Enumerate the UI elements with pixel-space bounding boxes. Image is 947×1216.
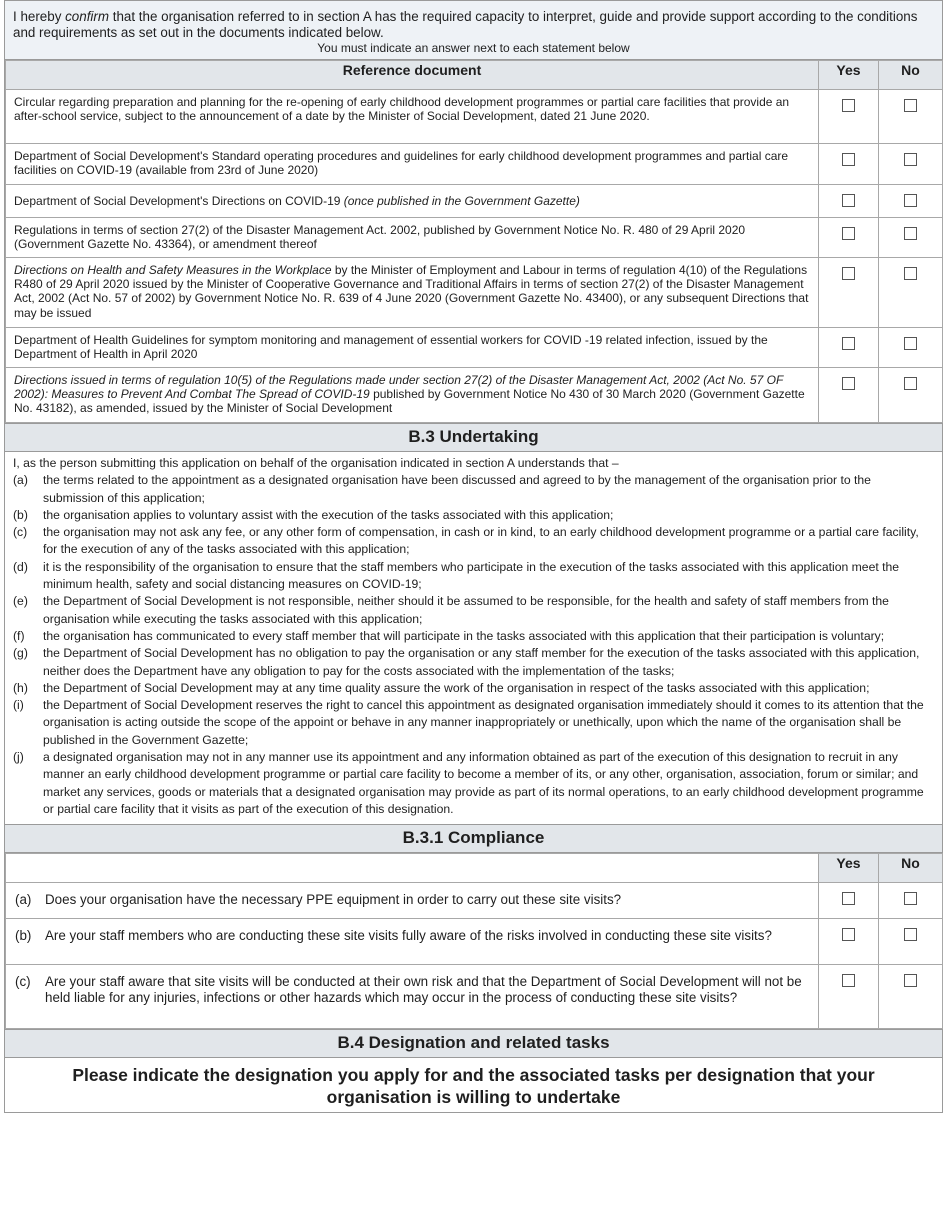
no-checkbox[interactable]: [904, 928, 917, 941]
table-row: [6, 919, 943, 965]
list-item: (i) the Department of Social Development reserves the right to cancel this appointment as designated organisation immediately should it comes to its attention that the organisation is acting outside the scope of the appoint or behave in any manner inappropriately or unethically, upon which the name of the organisation shall be published in the Government Gazette;: [13, 698, 924, 747]
header-reference-document: Reference document: [6, 61, 819, 90]
undertaking-section-title: B.3 Undertaking: [5, 423, 942, 452]
undertaking-intro: I, as the person submitting this application on behalf of the organisation indicated in section A understands that –: [13, 456, 619, 470]
yes-checkbox[interactable]: [842, 974, 855, 987]
list-item: (f) the organisation has communicated to every staff member that will participate in the tasks associated with this application that their participation is voluntary;: [13, 628, 885, 643]
compliance-question: (c) Are your staff aware that site visits will be conducted at their own risk and that the Department of Social Development will not be held liable for any injuries, infections or other hazards which may occur in the process of conducting these site visits?: [15, 974, 802, 1005]
table-row: [6, 328, 943, 368]
table-row: [6, 883, 943, 919]
no-checkbox[interactable]: [904, 153, 917, 166]
compliance-table-header: [6, 854, 943, 883]
table-row: [6, 218, 943, 258]
compliance-question: (a) Does your organisation have the necessary PPE equipment in order to carry out these site visits?: [15, 892, 622, 908]
list-item: (j) a designated organisation may not in any manner use its appointment and any information obtained as part of the execution of this designation to recruit in any manner an early childhood development programme or partial care facility to become a member of its, or any other, organisation, association, forum or similar; and market any services, goods or materials that a designated organisation may provide as part of its normal operations, to an early childhood development programme or partial care facility that it visits as part of the execution of this designation.: [13, 750, 924, 816]
table-row: [6, 368, 943, 423]
header-yes: Yes: [819, 854, 879, 883]
list-item: (c) the organisation may not ask any fee, or any other form of compensation, in cash or in kind, to an early childhood development programme or a partial care facility, for the execution of any of the tasks associated with this application;: [13, 525, 919, 557]
designation-instruction: Please indicate the designation you apply for and the associated tasks per designation that your organisation is willing to undertake: [72, 1065, 875, 1108]
table-row: [6, 965, 943, 1029]
header-yes: Yes: [819, 61, 879, 90]
list-item: (e) the Department of Social Development is not responsible, neither should it be assumed to be responsible, for the health and safety of staff members from the organisation while executing the tasks associated with this application;: [13, 594, 889, 626]
compliance-question: (b) Are your staff members who are conducting these site visits fully aware of the risks involved in conducting these site visits?: [15, 928, 772, 944]
table-row: [6, 144, 943, 185]
yes-checkbox[interactable]: [842, 377, 855, 390]
compliance-table: [5, 853, 943, 1029]
undertaking-body: [5, 452, 942, 824]
yes-checkbox[interactable]: [842, 153, 855, 166]
yes-checkbox[interactable]: [842, 227, 855, 240]
reference-table-header: [6, 61, 943, 90]
reference-document-text: Department of Social Development's Standard operating procedures and guidelines for early childhood development programmes and partial care facilities on COVID-19 (available from 23rd of June 2020): [6, 144, 819, 185]
yes-checkbox[interactable]: [842, 892, 855, 905]
reference-document-text: Directions issued in terms of regulation 10(5) of the Regulations made under section 27(2) of the Disaster Management Act, 2002 (Act No. 57 OF 2002): Measures to Prevent And Combat The Spread of COVID-19 published by Government Notice No 430 of 30 March 2020 (Government Gazette No. 43182), as amended, issued by the Minister of Social Development: [6, 368, 819, 423]
yes-checkbox[interactable]: [842, 99, 855, 112]
list-item: (a) the terms related to the appointment as a designated organisation have been discussed and agreed to by the management of the organisation prior to the submission of this application;: [13, 473, 871, 505]
list-item: (d) it is the responsibility of the organisation to ensure that the staff members who participate in the execution of the tasks associated with this application meet the minimum health, safety and social distancing measures on COVID-19;: [13, 559, 900, 592]
yes-checkbox[interactable]: [842, 928, 855, 941]
table-row: [6, 90, 943, 144]
no-checkbox[interactable]: [904, 267, 917, 280]
reference-document-text: Department of Health Guidelines for symptom monitoring and management of essential workers for COVID -19 related infection, issued by the Department of Health in April 2020: [6, 328, 819, 368]
confirmation-statement: I hereby confirm that the organisation referred to in section A has the required capacity to interpret, guide and provide support according to the conditions and requirements as set out in the documents indicated below.: [13, 9, 918, 40]
confirm-emphasis: confirm: [65, 9, 110, 24]
no-checkbox[interactable]: [904, 99, 917, 112]
no-checkbox[interactable]: [904, 974, 917, 987]
reference-document-text: Regulations in terms of section 27(2) of the Disaster Management Act. 2002, published by Government Notice No. R. 480 of 29 April 2020 (Government Gazette No. 43364), or amendment thereof: [6, 218, 819, 258]
no-checkbox[interactable]: [904, 892, 917, 905]
yes-checkbox[interactable]: [842, 337, 855, 350]
list-item: (g) the Department of Social Development has no obligation to pay the organisation or any staff member for the execution of the tasks associated with this application, neither does the Department have any obligation to pay for the costs associated with the implementation of the tasks;: [13, 646, 920, 678]
answer-instruction: You must indicate an answer next to each statement below: [317, 41, 630, 55]
reference-documents-table: [5, 60, 943, 423]
reference-document-text: Department of Social Development's Directions on COVID-19 (once published in the Government Gazette): [6, 185, 819, 218]
yes-checkbox[interactable]: [842, 267, 855, 280]
header-no: No: [879, 61, 943, 90]
header-blank: [6, 854, 819, 883]
no-checkbox[interactable]: [904, 337, 917, 350]
reference-document-text: Directions on Health and Safety Measures in the Workplace by the Minister of Employment and Labour in terms of regulation 4(10) of the Regulations R480 of 29 April 2020 issued by the Minister of Cooperative Governance and Traditional Affairs in terms of section 27(2) of the Disaster Management Act, 2002 (Act No. 57 of 2002) by Government Notice No. R. 639 of 4 June 2020 (Government Gazette No. 43400), or any subsequent Directions that may be issued: [6, 258, 819, 328]
table-row: [6, 185, 943, 218]
no-checkbox[interactable]: [904, 377, 917, 390]
header-no: No: [879, 854, 943, 883]
no-checkbox[interactable]: [904, 227, 917, 240]
no-checkbox[interactable]: [904, 194, 917, 207]
confirmation-intro: [5, 1, 942, 60]
list-item: (b) the organisation applies to voluntary assist with the execution of the tasks associated with this application;: [13, 507, 614, 522]
designation-section-title: B.4 Designation and related tasks: [5, 1029, 942, 1058]
form-page: [4, 0, 943, 1113]
reference-document-text: Circular regarding preparation and planning for the re-opening of early childhood development programmes or partial care facilities that provide an after-school service, subject to the announcement of a date by the Minister of Social Development, dated 21 June 2020.: [6, 90, 819, 144]
table-row: [6, 258, 943, 328]
yes-checkbox[interactable]: [842, 194, 855, 207]
list-item: (h) the Department of Social Development may at any time quality assure the work of the organisation in respect of the tasks associated with this application;: [13, 680, 870, 695]
compliance-section-title: B.3.1 Compliance: [5, 824, 942, 853]
